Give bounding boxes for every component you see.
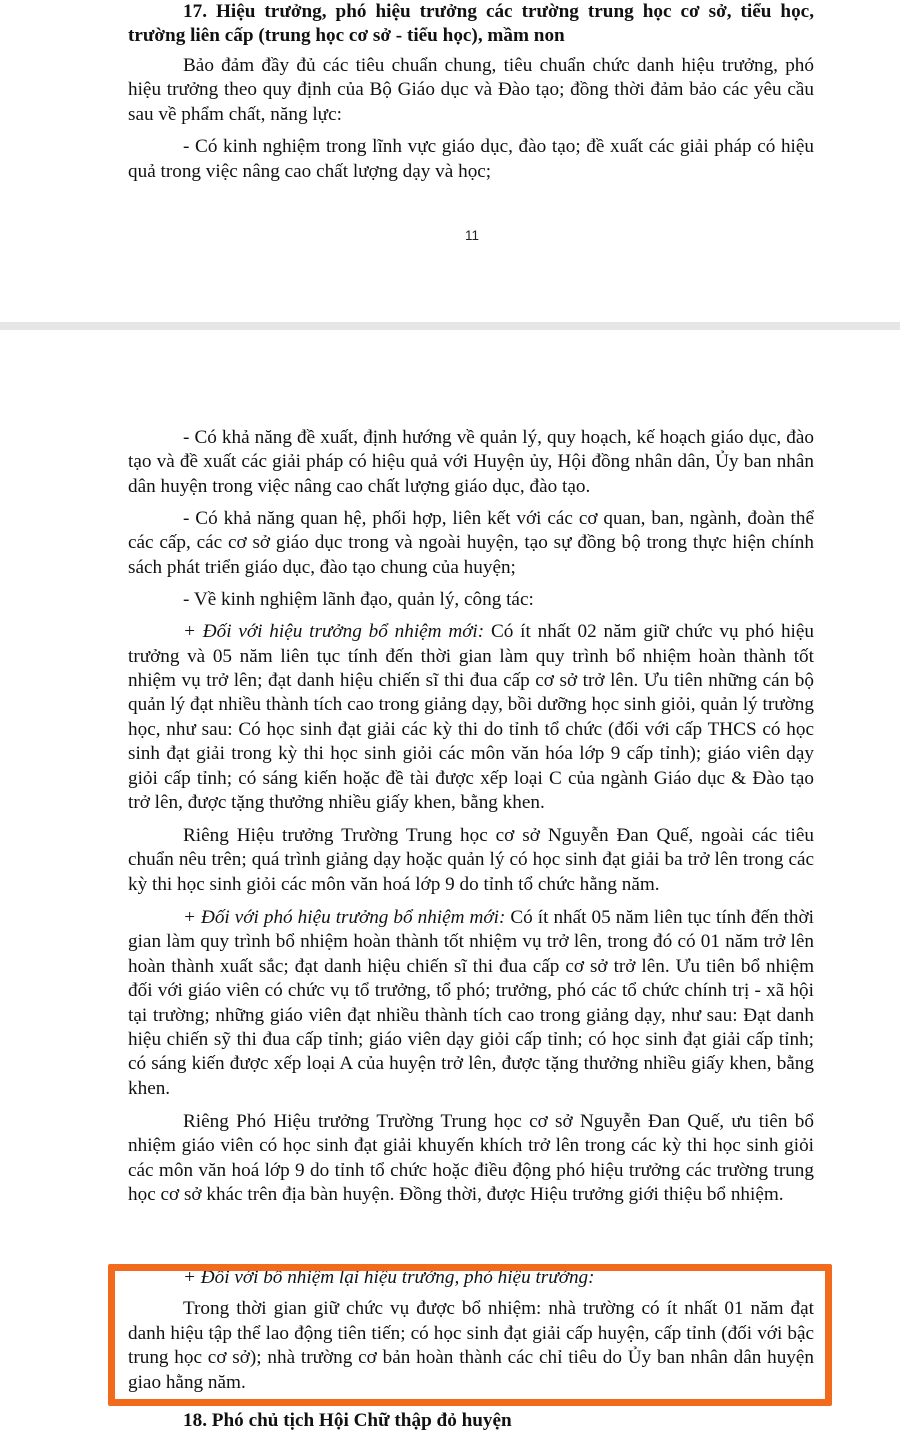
paragraph-text: Có ít nhất 05 năm liên tục tính đến thời gian làm quy trình bổ nhiệm hoàn thành tốt nhiệm vụ trở lên, trong đó có 01 năm trở lên hoàn thành xuất sắc; đạt danh hiệu chiến sĩ thi đua cấp cơ sở trở lên. Ưu tiên bổ nhiệm đối với giáo viên có chức vụ tổ trưởng, tổ phó; trưởng, phó các tổ chức chính trị - xã hội tại trường; những giáo viên đạt nhiều thành tích cao trong giảng dạy, như sau: Đạt danh hiệu chiến sỹ thi đua cấp tỉnh; giáo viên dạy giỏi cấp tỉnh; có học sinh đạt giải cấp tỉnh; có sáng kiến được xếp loại A của huyện trở lên, được tặng thưởng nhiều giấy khen, bằng khen. xyxy=(128,906,814,1099)
paragraph-text: Có ít nhất 02 năm giữ chức vụ phó hiệu trưởng và 05 năm liên tục tính đến thời gian làm quy trình bổ nhiệm hoàn thành tốt nhiệm vụ trở lên; đạt danh hiệu chiến sĩ thi đua cấp cơ sở trở lên. Ưu tiên những cán bộ quản lý đạt nhiều thành tích cao trong giảng dạy, bồi dưỡng học sinh giỏi, quản lý trường học, như sau: Có học sinh đạt giải các kỳ thi do tỉnh tổ chức (đối với cấp THCS có học sinh đạt giải trong kỳ thi học sinh giỏi các môn văn hóa lớp 9 cấp tỉnh); giáo viên dạy giỏi cấp tỉnh; có sáng kiến hoặc đề tài được xếp loại C của ngành Giáo dục & Đào tạo trở lên, được tặng thưởng nhiều giấy khen, bằng khen. xyxy=(128,621,814,814)
italic-subheading: + Đối với hiệu trưởng bổ nhiệm mới: xyxy=(183,621,485,643)
paragraph: - Có khả năng quan hệ, phối hợp, liên kết với các cơ quan, ban, ngành, đoàn thể các cấp, các cơ sở giáo dục trong và ngoài huyện, tạo sự đồng bộ trong thực hiện chính sách phát triển giáo dục, đào tạo chung của huyện; xyxy=(128,508,814,578)
paragraph-new-principal xyxy=(128,620,814,815)
page-separator xyxy=(0,322,900,330)
document-page-11 xyxy=(0,0,900,322)
page-number: 11 xyxy=(464,228,479,243)
page-12-content xyxy=(128,426,814,1216)
paragraph-new-vice-principal xyxy=(128,906,814,1101)
highlight-box xyxy=(108,1264,832,1406)
paragraph: - Có kinh nghiệm trong lĩnh vực giáo dục, đào tạo; đề xuất các giải pháp có hiệu quả trong việc nâng cao chất lượng dạy và học; xyxy=(128,136,814,182)
paragraph: Riêng Phó Hiệu trưởng Trường Trung học cơ sở Nguyễn Đan Quế, ưu tiên bổ nhiệm giáo viên có học sinh đạt giải khuyến khích trở lên trong các kỳ thi học sinh giỏi các môn văn hoá lớp 9 do tỉnh tổ chức hoặc điều động phó hiệu trưởng các trường trung học cơ sở khác trên địa bàn huyện. Đồng thời, được Hiệu trưởng giới thiệu bổ nhiệm. xyxy=(128,1110,814,1205)
section-18-heading: 18. Phó chủ tịch Hội Chữ thập đỏ huyện xyxy=(183,1410,512,1431)
paragraph: - Có khả năng đề xuất, định hướng về quản lý, quy hoạch, kế hoạch giáo dục, đào tạo và đề xuất các giải pháp có hiệu quả với Huyện ủy, Hội đồng nhân dân, Ủy ban nhân dân huyện trong việc nâng cao chất lượng giáo dục, đào tạo. xyxy=(128,427,814,497)
paragraph: Riêng Hiệu trưởng Trường Trung học cơ sở Nguyễn Đan Quế, ngoài các tiêu chuẩn nêu trên; quá trình giảng dạy hoặc quản lý có học sinh đạt giải ba trở lên trong các kỳ thi học sinh giỏi các môn văn hoá lớp 9 do tỉnh tổ chức hằng năm. xyxy=(128,825,814,895)
reappointment-text: Trong thời gian giữ chức vụ được bổ nhiệm: nhà trường có ít nhất 01 năm đạt danh hiệu tập thể lao động tiên tiến; có học sinh đạt giải cấp huyện, cấp tỉnh (đối với bậc trung học cơ sở); nhà trường cơ bản hoàn thành các chỉ tiêu do Ủy ban nhân dân huyện giao hằng năm. xyxy=(128,1298,814,1393)
paragraph: Bảo đảm đầy đủ các tiêu chuẩn chung, tiêu chuẩn chức danh hiệu trưởng, phó hiệu trưởng theo quy định của Bộ Giáo dục và Đào tạo; đồng thời đảm bảo các yêu cầu sau về phẩm chất, năng lực: xyxy=(128,55,814,125)
reappointment-heading: + Đối với bổ nhiệm lại hiệu trưởng, phó hiệu trưởng: xyxy=(183,1267,595,1288)
italic-subheading: + Đối với phó hiệu trưởng bổ nhiệm mới: xyxy=(183,906,506,928)
page-11-content xyxy=(128,0,814,184)
paragraph: - Về kinh nghiệm lãnh đạo, quản lý, công tác: xyxy=(183,589,534,611)
section-17-heading: 17. Hiệu trưởng, phó hiệu trưởng các trường trung học cơ sở, tiểu học, trường liên cấp (trung học cơ sở - tiểu học), mầm non xyxy=(128,1,814,46)
